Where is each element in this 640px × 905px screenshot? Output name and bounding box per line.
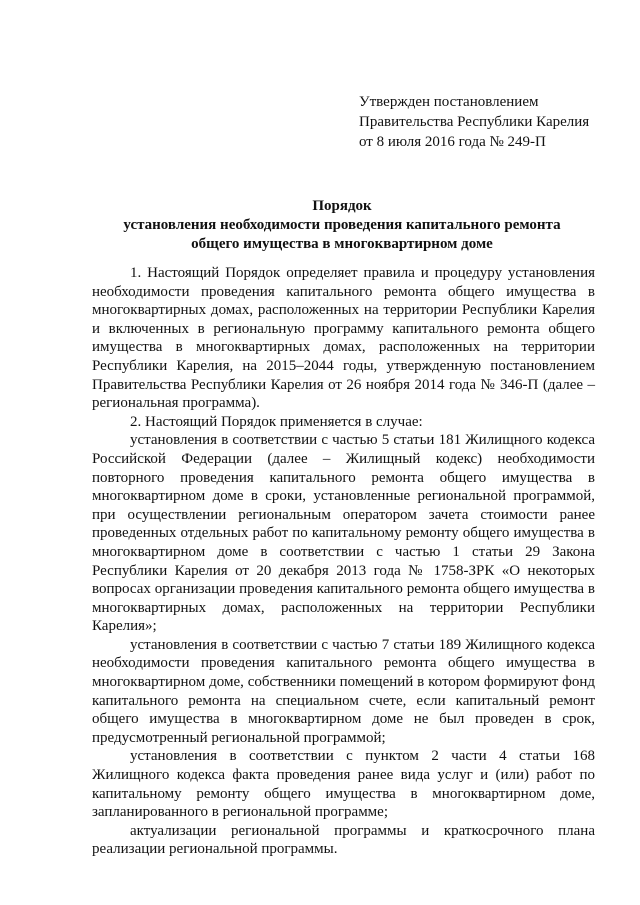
title-line-2: установления необходимости проведения капитального ремонта <box>123 217 561 233</box>
paragraph-6: актуализации региональной программы и краткосрочного плана реализации региональной программы. <box>92 822 595 858</box>
paragraph-5: установления в соответствии с пунктом 2 части 4 статьи 168 Жилищного кодекса факта проведения ранее вида услуг и (или) работ по капитальному ремонту общего имущества в многоквартирном доме, запланированного в региональной программе; <box>92 748 595 821</box>
approval-line-2: Правительства Республики Карелия <box>359 114 590 130</box>
approval-line-3: от 8 июля 2016 года № 249-П <box>359 134 546 150</box>
paragraph-2: 2. Настоящий Порядок применяется в случае: <box>130 413 423 430</box>
approval-line-1: Утвержден постановлением <box>359 94 539 110</box>
document-title <box>92 197 592 254</box>
paragraph-1: 1. Настоящий Порядок определяет правила и процедуру установления необходимости проведения капитального ремонта общего имущества в многоквартирных домах, расположенных на территории Республики Карелия и включенных в региональную программу капитального ремонта общего имущества в многоквартирных домах, расположенных на территории Республики Карелия, на 2015–2044 годы, утвержденную постановлением Правительства Республики Карелия от 26 ноября 2014 года № 346-П (далее – региональная программа). <box>92 265 595 412</box>
document-body <box>92 264 595 859</box>
title-line-1: Порядок <box>312 198 372 214</box>
approval-stamp <box>359 92 619 152</box>
paragraph-3: установления в соответствии с частью 5 статьи 181 Жилищного кодекса Российской Федерации (далее – Жилищный кодекс) необходимости повторного проведения капитального ремонта общего имущества в многоквартирном доме в сроки, установленные региональной программой, при осуществлении региональным оператором зачета стоимости ранее проведенных отдельных работ по капитальному ремонту общего имущества в многоквартирном доме в соответствии с частью 1 статьи 29 Закона Республики Карелия от 20 декабря 2013 года № 1758-ЗРК «О некоторых вопросах организации проведения капитального ремонта общего имущества в многоквартирных домах, расположенных на территории Республики Карелия»; <box>92 432 595 635</box>
paragraph-4: установления в соответствии с частью 7 статьи 189 Жилищного кодекса необходимости проведения капитального ремонта общего имущества в многоквартирном доме, собственники помещений в котором формируют фонд капитального ремонта на специальном счете, если капитальный ремонт общего имущества в многоквартирном доме не был проведен в срок, предусмотренный региональной программой; <box>92 636 595 746</box>
title-line-3: общего имущества в многоквартирном доме <box>191 236 493 252</box>
